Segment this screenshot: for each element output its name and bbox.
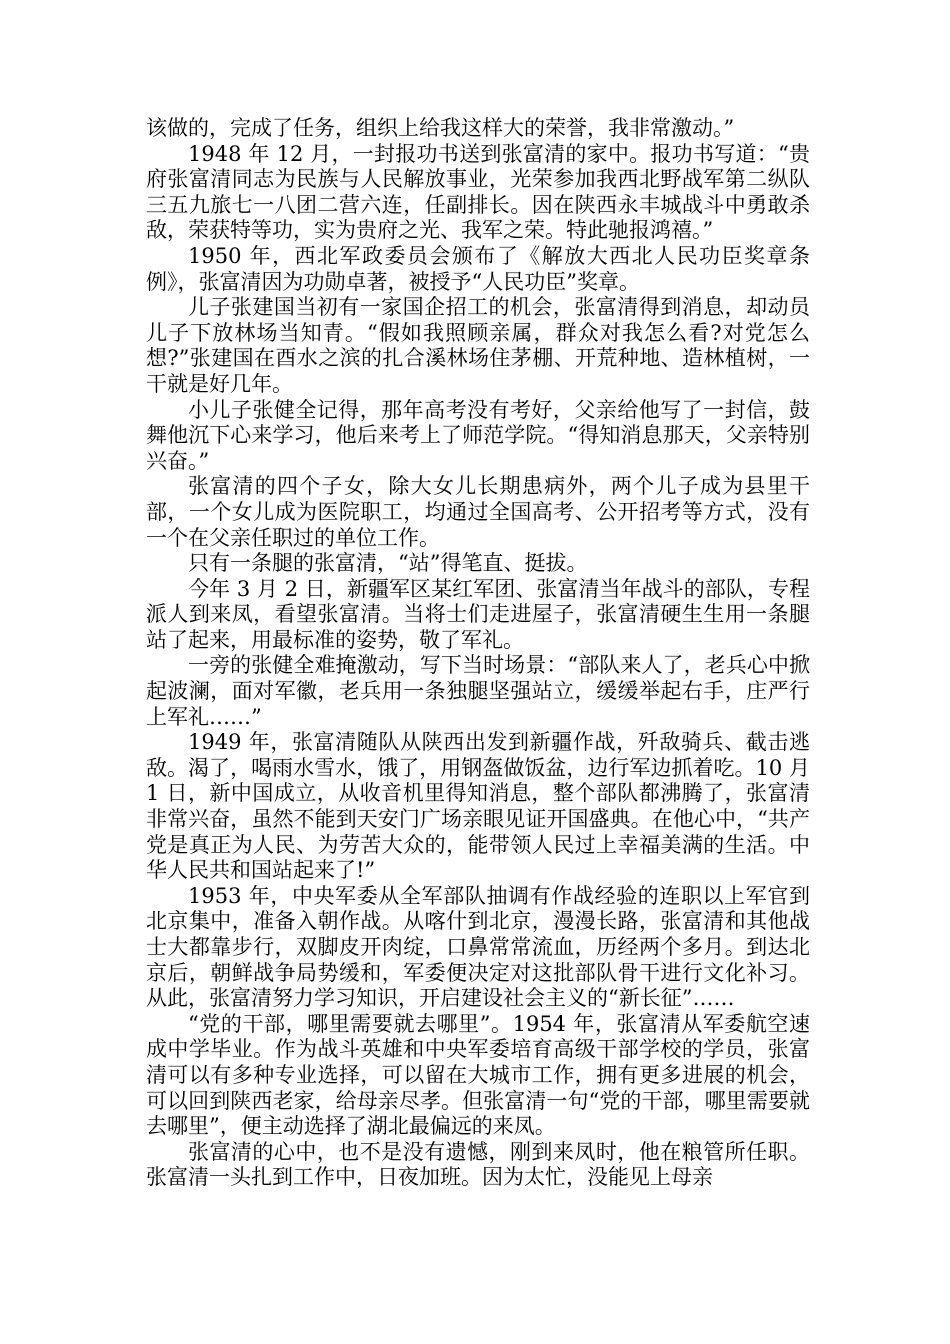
paragraph: 1949 年，张富清随队从陕西出发到新疆作战，歼敌骑兵、截击逃敌。渴了，喝雨水雪水，饿了，用钢盔做饭盆，边行军边抓着吃。10 月 1 日，新中国成立，从收音机里得知消息，整个部队都沸腾了，张富清非常兴奋，虽然不能到天安门广场亲眼见证开国盛典。在他心中，“共产党是真正为人民、为劳苦大众的，能带领人民过上幸福美满的生活。中华人民共和国站起来了!” [146, 730, 810, 883]
paragraph: 张富清的四个子女，除大女儿长期患病外，两个儿子成为县里干部，一个女儿成为医院职工，均通过全国高考、公开招考等方式，没有一个在父亲任职过的单位工作。 [146, 474, 810, 550]
paragraph: 张富清的心中，也不是没有遗憾，刚到来凤时，他在粮管所任职。张富清一头扎到工作中，日夜加班。因为太忙，没能见上母亲 [146, 1139, 810, 1190]
paragraph: 今年 3 月 2 日，新疆军区某红军团、张富清当年战斗的部队，专程派人到来凤，看望张富清。当将士们走进屋子，张富清硬生生用一条腿站了起来，用最标准的姿势，敬了军礼。 [146, 576, 810, 652]
paragraph: 该做的，完成了任务，组织上给我这样大的荣誉，我非常激动。” [146, 116, 735, 140]
paragraph: “党的干部，哪里需要就去哪里”。1954 年，张富清从军委航空速成中学毕业。作为战斗英雄和中央军委培育高级干部学校的学员，张富清可以有多种专业选择，可以留在大城市工作，拥有更多进展的机会，可以回到陕西老家，给母亲尽孝。但张富清一句“党的干部，哪里需要就去哪里”，便主动选择了湖北最偏远的来凤。 [146, 1011, 810, 1139]
paragraph: 1950 年，西北军政委员会颁布了《解放大西北人民功臣奖章条例》，张富清因为功勋卓著，被授予“人民功臣”奖章。 [146, 243, 810, 294]
paragraph: 一旁的张健全难掩激动，写下当时场景：“部队来人了，老兵心中掀起波澜，面对军徽，老兵用一条独腿坚强站立，缓缓举起右手，庄严行上军礼……” [146, 653, 810, 729]
paragraph: 1953 年，中央军委从全军部队抽调有作战经验的连职以上军官到北京集中，准备入朝作战。从喀什到北京，漫漫长路，张富清和其他战士大都靠步行，双脚皮开肉绽，口鼻常常流血，历经两个多月。到达北京后，朝鲜战争局势缓和，军委便决定对这批部队骨干进行文化补习。从此，张富清努力学习知识，开启建设社会主义的“新长征”…… [146, 883, 810, 1011]
paragraph: 1948 年 12 月，一封报功书送到张富清的家中。报功书写道：“贵府张富清同志为民族与人民解放事业，光荣参加我西北野战军第二纵队三五九旅七一八团二营六连，任副排长。因在陕西永丰城战斗中勇敢杀敌，荣获特等功，实为贵府之光、我军之荣。特此驰报鸿禧。” [146, 141, 810, 243]
paragraph: 只有一条腿的张富清，“站”得笔直、挺拔。 [188, 551, 588, 576]
article-body [146, 116, 810, 1191]
paragraph: 小儿子张健全记得，那年高考没有考好，父亲给他写了一封信，鼓舞他沉下心来学习，他后来考上了师范学院。“得知消息那天，父亲特别兴奋。” [146, 397, 810, 473]
paragraph: 儿子张建国当初有一家国企招工的机会，张富清得到消息，却动员儿子下放林场当知青。“假如我照顾亲属，群众对我怎么看?对党怎么想?”张建国在酉水之滨的扎合溪林场住茅棚、开荒种地、造林植树，一干就是好几年。 [146, 295, 810, 396]
